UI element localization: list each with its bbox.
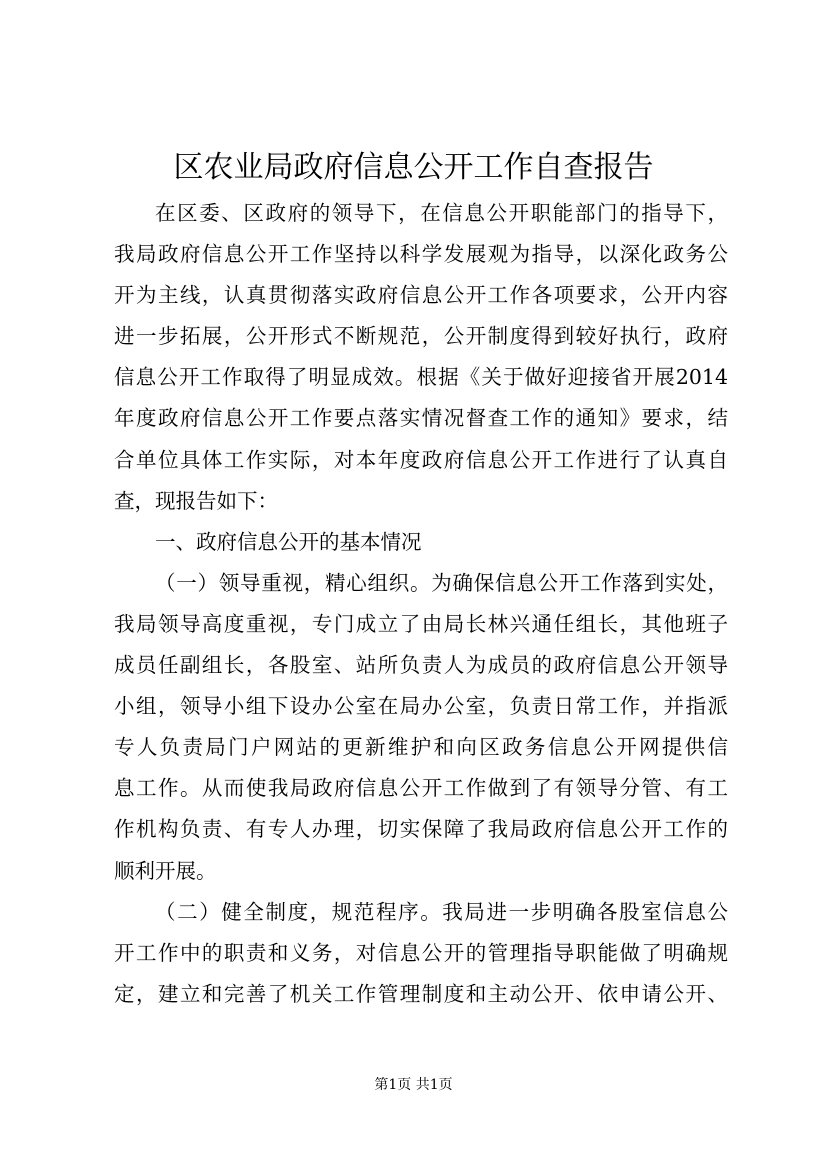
text-line: 我局政府信息公开工作坚持以科学发展观为指导，以深化政务公 [114,242,728,267]
text-line: 在区委、区政府的领导下，在信息公开职能部门的指导下， [155,201,728,225]
text-line: 顺利开展。 [114,858,217,883]
text-line: 作机构负责、有专人办理，切实保障了我局政府信息公开工作的 [114,817,728,842]
text-line: 年度政府信息公开工作要点落实情况督查工作的通知》要求，结 [114,406,728,431]
text-line: （一）领导重视，精心组织。为确保信息公开工作落到实处， [155,570,728,595]
text-line: 开工作中的职责和义务，对信息公开的管理指导职能做了明确规 [114,940,728,965]
text-line: 成员任副组长，各股室、站所负责人为成员的政府信息公开领导 [114,653,728,678]
text-line: 专人负责局门户网站的更新维护和向区政务信息公开网提供信 [114,735,728,760]
text-line: 开为主线，认真贯彻落实政府信息公开工作各项要求，公开内容 [114,283,728,308]
page-title: 区农业局政府信息公开工作自查报告 [173,150,654,185]
text-line: 信息公开工作取得了明显成效。根据《关于做好迎接省开展2014 [114,365,728,390]
text-line: 进一步拓展，公开形式不断规范，公开制度得到较好执行，政府 [114,324,728,349]
text-line: 我局领导高度重视，专门成立了由局长林兴通任组长，其他班子 [114,611,728,636]
text-line: 合单位具体工作实际，对本年度政府信息公开工作进行了认真自 [114,447,728,472]
text-line: （二）健全制度，规范程序。我局进一步明确各股室信息公 [155,899,728,924]
text-line: 查，现报告如下： [114,488,278,513]
page-footer: 第1页 共1页 [374,1077,453,1093]
document-body [114,193,728,1015]
text-line: 小组，领导小组下设办公室在局办公室，负责日常工作，并指派 [114,694,728,719]
text-line: 定，建立和完善了机关工作管理制度和主动公开、依申请公开、 [114,981,728,1006]
text-line: 息工作。从而使我局政府信息公开工作做到了有领导分管、有工 [114,776,728,801]
section-heading: 一、政府信息公开的基本情况 [155,529,422,554]
